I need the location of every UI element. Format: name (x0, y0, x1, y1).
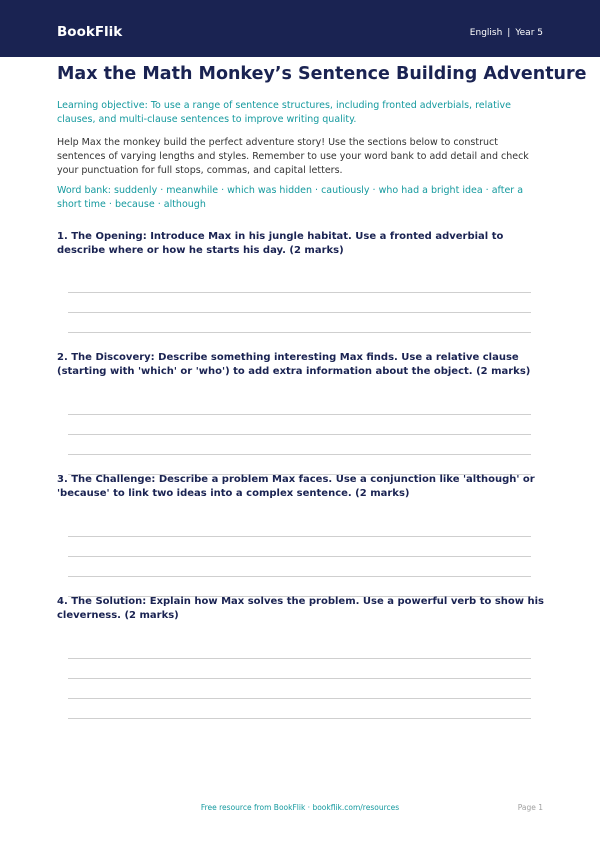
intro-paragraph: Help Max the monkey build the perfect adventure story! Use the sections below to construct sentences of varying lengths and styles. Remember to use your word bank to add detail and check your punctuation for full stops, commas, and capital letters. (57, 137, 529, 176)
answer-line[interactable] (68, 658, 531, 659)
question-1: 1. The Opening: Introduce Max in his jungle habitat. Use a fronted adverbial to describe where or how he starts his day. (2 marks) (57, 231, 504, 256)
answer-line[interactable] (68, 434, 531, 435)
answer-line[interactable] (68, 312, 531, 313)
footer-resource-link[interactable]: Free resource from BookFlik · bookflik.com/resources (200, 803, 400, 812)
answer-line[interactable] (68, 556, 531, 557)
brand-logo-text[interactable]: BookFlik (57, 24, 123, 40)
answer-line[interactable] (68, 678, 531, 679)
page-header (0, 0, 600, 57)
worksheet-title: Max the Math Monkey’s Sentence Building Adventure (57, 64, 587, 84)
question-3: 3. The Challenge: Describe a problem Max faces. Use a conjunction like 'although' or 'because' to link two ideas into a complex sentence. (2 marks) (57, 474, 535, 499)
answer-line[interactable] (68, 576, 531, 577)
answer-line[interactable] (68, 292, 531, 293)
answer-line[interactable] (68, 698, 531, 699)
answer-line[interactable] (68, 536, 531, 537)
answer-line[interactable] (68, 454, 531, 455)
page-number: Page 1 (517, 803, 543, 812)
subject-separator: | (507, 28, 511, 38)
subject-label: English (469, 28, 503, 38)
question-4: 4. The Solution: Explain how Max solves the problem. Use a powerful verb to show his cleverness. (2 marks) (57, 596, 544, 621)
word-bank: Word bank: suddenly · meanwhile · which was hidden · cautiously · who had a bright idea · after a short time · because · although (57, 185, 524, 210)
subject-year-label (470, 28, 543, 38)
answer-line[interactable] (68, 332, 531, 333)
answer-line[interactable] (68, 718, 531, 719)
year-label: Year 5 (515, 28, 543, 38)
answer-line[interactable] (68, 414, 531, 415)
question-2: 2. The Discovery: Describe something interesting Max finds. Use a relative clause (starting with 'which' or 'who') to add extra information about the object. (2 marks) (57, 352, 531, 377)
learning-objective: Learning objective: To use a range of sentence structures, including fronted adverbials, relative clauses, and multi-clause sentences to improve writing quality. (57, 100, 511, 125)
